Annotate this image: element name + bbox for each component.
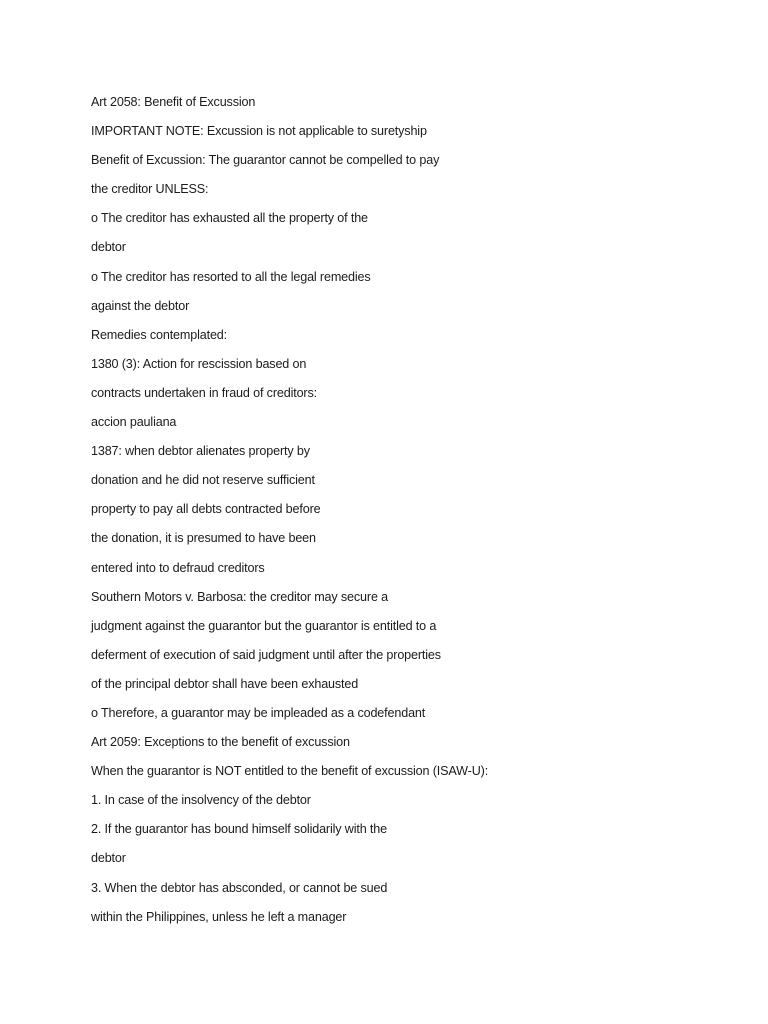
text-line: donation and he did not reserve sufficient	[91, 473, 315, 488]
text-line: Remedies contemplated:	[91, 327, 228, 342]
text-line: within the Philippines, unless he left a manager	[91, 909, 347, 924]
text-line: accion pauliana	[91, 415, 177, 430]
text-line: IMPORTANT NOTE: Excussion is not applicable to suretyship	[91, 124, 427, 139]
text-line: against the debtor	[91, 298, 190, 313]
document-body	[91, 92, 731, 936]
text-line: 2. If the guarantor has bound himself solidarily with the	[91, 822, 387, 837]
text-line: Benefit of Excussion: The guarantor cannot be compelled to pay	[91, 153, 440, 168]
text-line: property to pay all debts contracted before	[91, 502, 321, 517]
text-line: the creditor UNLESS:	[91, 182, 209, 197]
text-line: judgment against the guarantor but the guarantor is entitled to a	[91, 618, 437, 633]
text-line: 1. In case of the insolvency of the debtor	[91, 793, 311, 808]
text-line: debtor	[91, 240, 126, 255]
text-line: contracts undertaken in fraud of creditors:	[91, 385, 317, 400]
text-line: 3. When the debtor has absconded, or cannot be sued	[91, 880, 388, 895]
text-line: entered into to defraud creditors	[91, 560, 265, 575]
text-line: o The creditor has exhausted all the property of the	[91, 211, 368, 226]
text-line: deferment of execution of said judgment until after the properties	[91, 647, 441, 662]
text-line: debtor	[91, 851, 126, 866]
text-line: o Therefore, a guarantor may be impleaded as a codefendant	[91, 705, 426, 720]
text-line: 1387: when debtor alienates property by	[91, 444, 310, 459]
text-line: When the guarantor is NOT entitled to the benefit of excussion (ISAW-U):	[91, 764, 489, 779]
text-line: Art 2058: Benefit of Excussion	[91, 95, 256, 109]
text-line: Art 2059: Exceptions to the benefit of excussion	[91, 735, 350, 750]
text-line: o The creditor has resorted to all the legal remedies	[91, 269, 371, 284]
text-line: of the principal debtor shall have been exhausted	[91, 676, 359, 691]
text-line: Southern Motors v. Barbosa: the creditor may secure a	[91, 589, 389, 604]
text-line: the donation, it is presumed to have been	[91, 531, 316, 546]
text-line: 1380 (3): Action for rescission based on	[91, 356, 307, 371]
